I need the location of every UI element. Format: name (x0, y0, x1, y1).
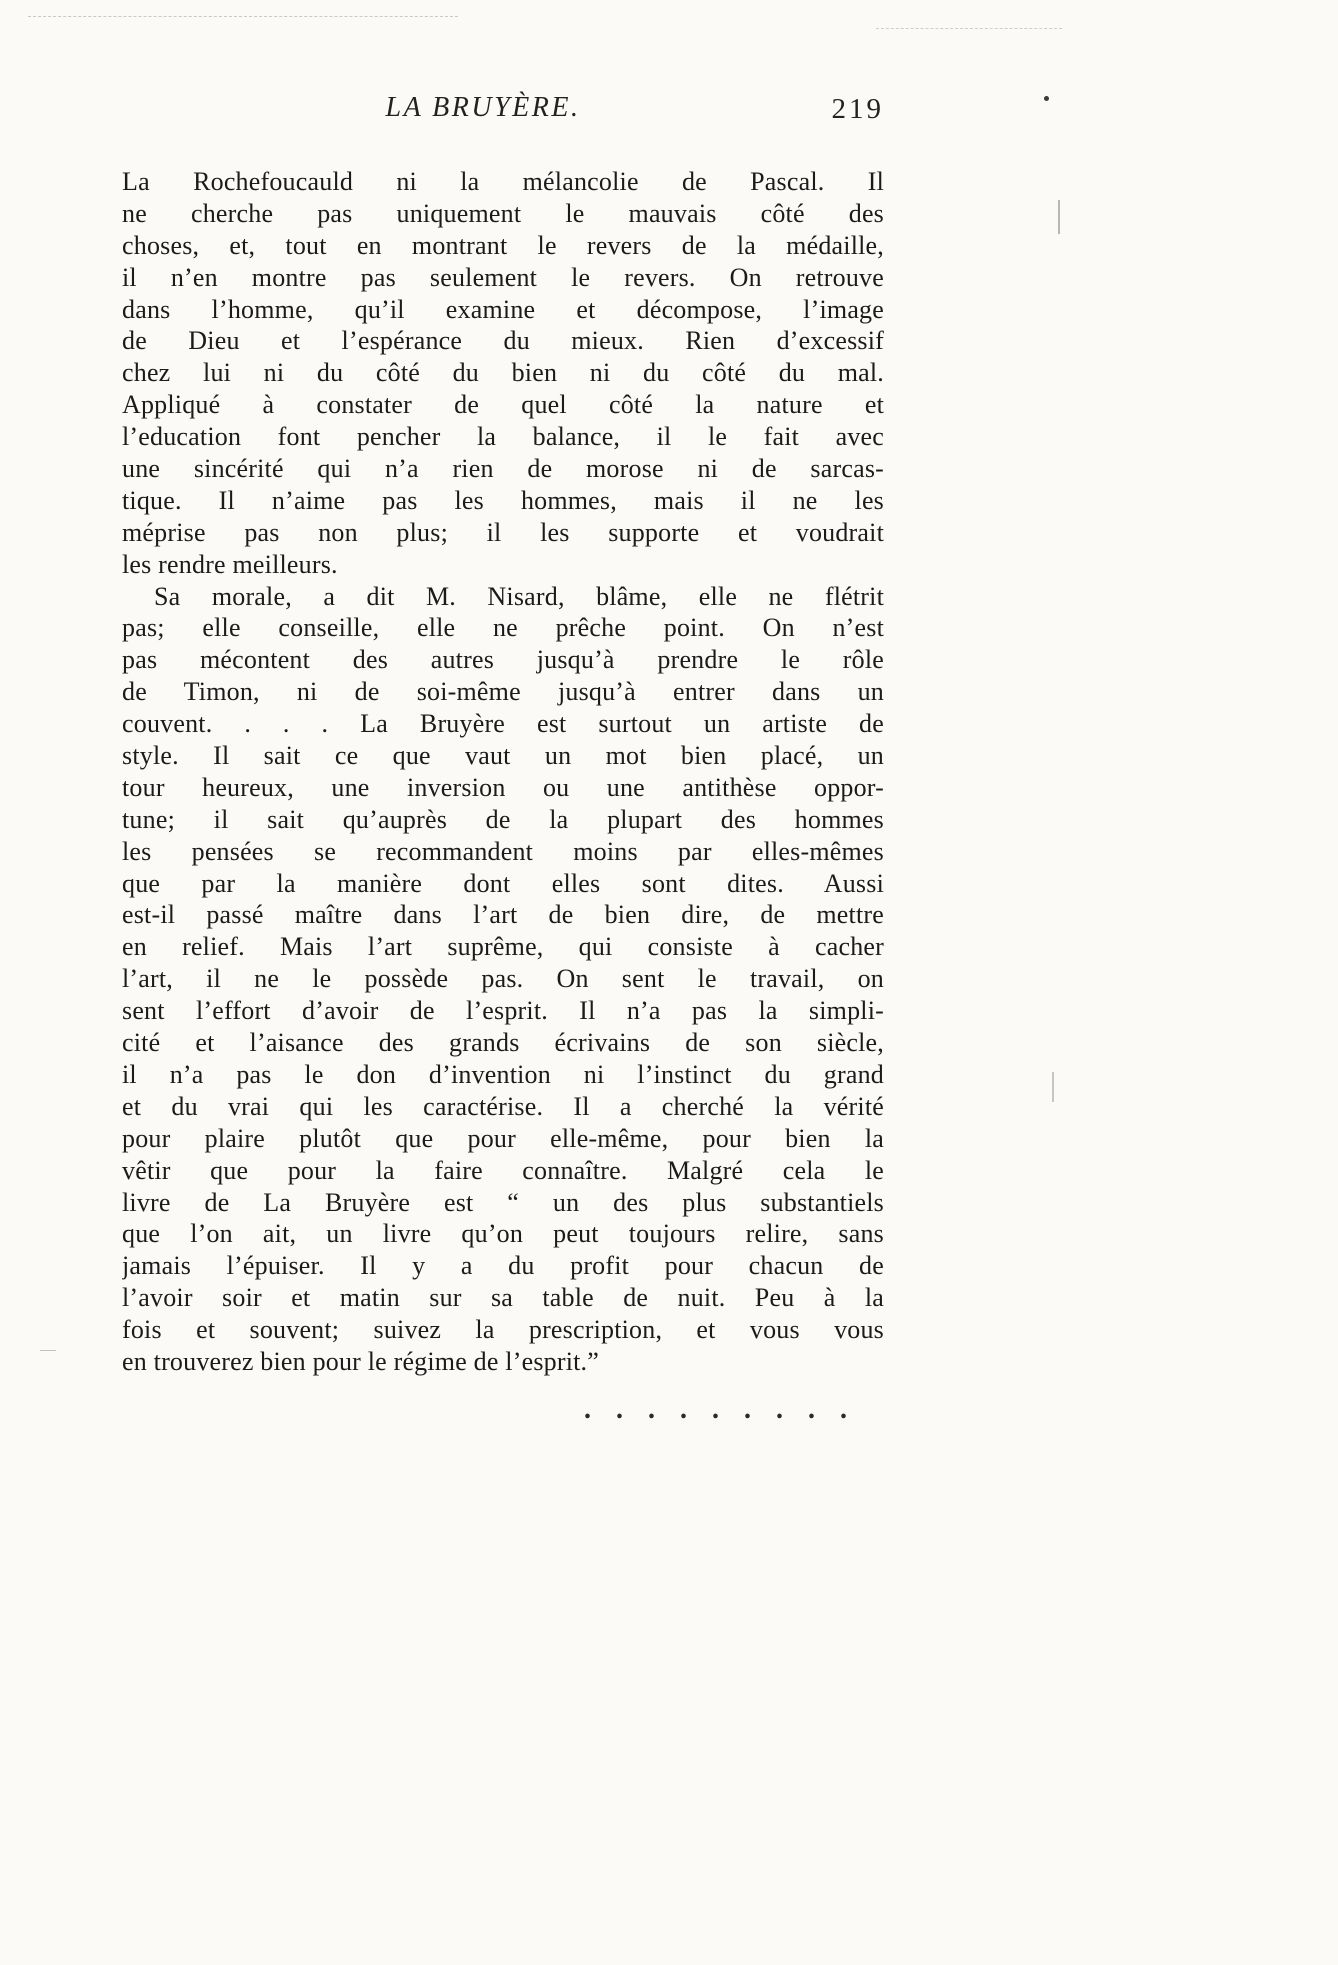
text-line: que par la manière dont elles sont dites. Aussi (122, 868, 884, 898)
text-line: cité et l’aisance des grands écrivains de son siècle, (122, 1028, 884, 1058)
text-column (122, 92, 884, 1426)
page-number: 219 (831, 93, 884, 125)
paragraph (122, 581, 884, 1378)
text-line: l’avoir soir et matin sur sa table de nuit. Peu à la (122, 1283, 884, 1313)
text-line: tique. Il n’aime pas les hommes, mais il ne les (122, 485, 884, 515)
text-line: l’education font pencher la balance, il le fait avec (122, 422, 884, 452)
text-line: La Rochefoucauld ni la mélancolie de Pascal. Il (122, 167, 884, 196)
text-line: l’art, il ne le possède pas. On sent le travail, on (122, 964, 884, 994)
text-line: ne cherche pas uniquement le mauvais côté des (122, 198, 884, 228)
text-line: il n’a pas le don d’invention ni l’instinct du grand (122, 1059, 884, 1089)
scan-artifact-dashed-line (876, 28, 1062, 29)
text-line: dans l’homme, qu’il examine et décompose, l’image (122, 294, 884, 324)
text-line: couvent. . . . La Bruyère est surtout un artiste de (122, 709, 884, 739)
text-line: méprise pas non plus; il les supporte et voudrait (122, 517, 884, 547)
text-line: fois et souvent; suivez la prescription, et vous vous (122, 1315, 884, 1345)
text-line: livre de La Bruyère est “ un des plus substantiels (122, 1187, 884, 1217)
ellipsis-dots: . . . . . . . . . (584, 1393, 856, 1425)
text-line: les rendre meilleurs. (122, 549, 338, 579)
body-text (122, 166, 884, 1426)
paragraph (122, 166, 884, 581)
text-line: pas; elle conseille, elle ne prêche point. On n’est (122, 613, 884, 643)
text-line: une sincérité qui n’a rien de morose ni de sarcas- (122, 454, 884, 484)
text-line: de Timon, ni de soi-même jusqu’à entrer dans un (122, 677, 884, 707)
text-line: pas mécontent des autres jusqu’à prendre le rôle (122, 645, 884, 675)
text-line: jamais l’épuiser. Il y a du profit pour chacun de (122, 1251, 884, 1281)
text-line: et du vrai qui les caractérise. Il a cherché la vérité (122, 1091, 884, 1121)
text-line: Appliqué à constater de quel côté la nature et (122, 390, 884, 420)
page-header (122, 92, 884, 136)
text-line: il n’en montre pas seulement le revers. On retrouve (122, 262, 884, 292)
text-line: tune; il sait qu’auprès de la plupart des hommes (122, 804, 884, 834)
text-line: choses, et, tout en montrant le revers de la médaille, (122, 230, 884, 260)
scan-artifact-tick (1058, 200, 1060, 234)
text-line: que l’on ait, un livre qu’on peut toujours relire, sans (122, 1219, 884, 1249)
text-line: style. Il sait ce que vaut un mot bien placé, un (122, 741, 884, 771)
text-line: sent l’effort d’avoir de l’esprit. Il n’a pas la simpli- (122, 996, 884, 1026)
text-line: les pensées se recommandent moins par elles-mêmes (122, 836, 884, 866)
text-line: pour plaire plutôt que pour elle-même, pour bien la (122, 1123, 884, 1153)
text-line: en trouverez bien pour le régime de l’esprit.” (122, 1346, 599, 1376)
scan-artifact-dash (40, 1350, 56, 1351)
scan-artifact-dashed-line (28, 16, 458, 17)
text-line: Sa morale, a dit M. Nisard, blâme, elle ne flétrit (154, 581, 884, 611)
scan-artifact-tick (1052, 1072, 1054, 1102)
text-line: chez lui ni du côté du bien ni du côté du mal. (122, 358, 884, 388)
text-line: en relief. Mais l’art suprême, qui consiste à cacher (122, 932, 884, 962)
scan-artifact-dot (1044, 96, 1049, 101)
text-line: de Dieu et l’espérance du mieux. Rien d’excessif (122, 326, 884, 356)
running-title: LA BRUYÈRE. (385, 92, 581, 123)
text-line: est-il passé maître dans l’art de bien dire, de mettre (122, 900, 884, 930)
text-line: vêtir que pour la faire connaître. Malgré cela le (122, 1155, 884, 1185)
text-line: tour heureux, une inversion ou une antithèse oppor- (122, 772, 884, 802)
